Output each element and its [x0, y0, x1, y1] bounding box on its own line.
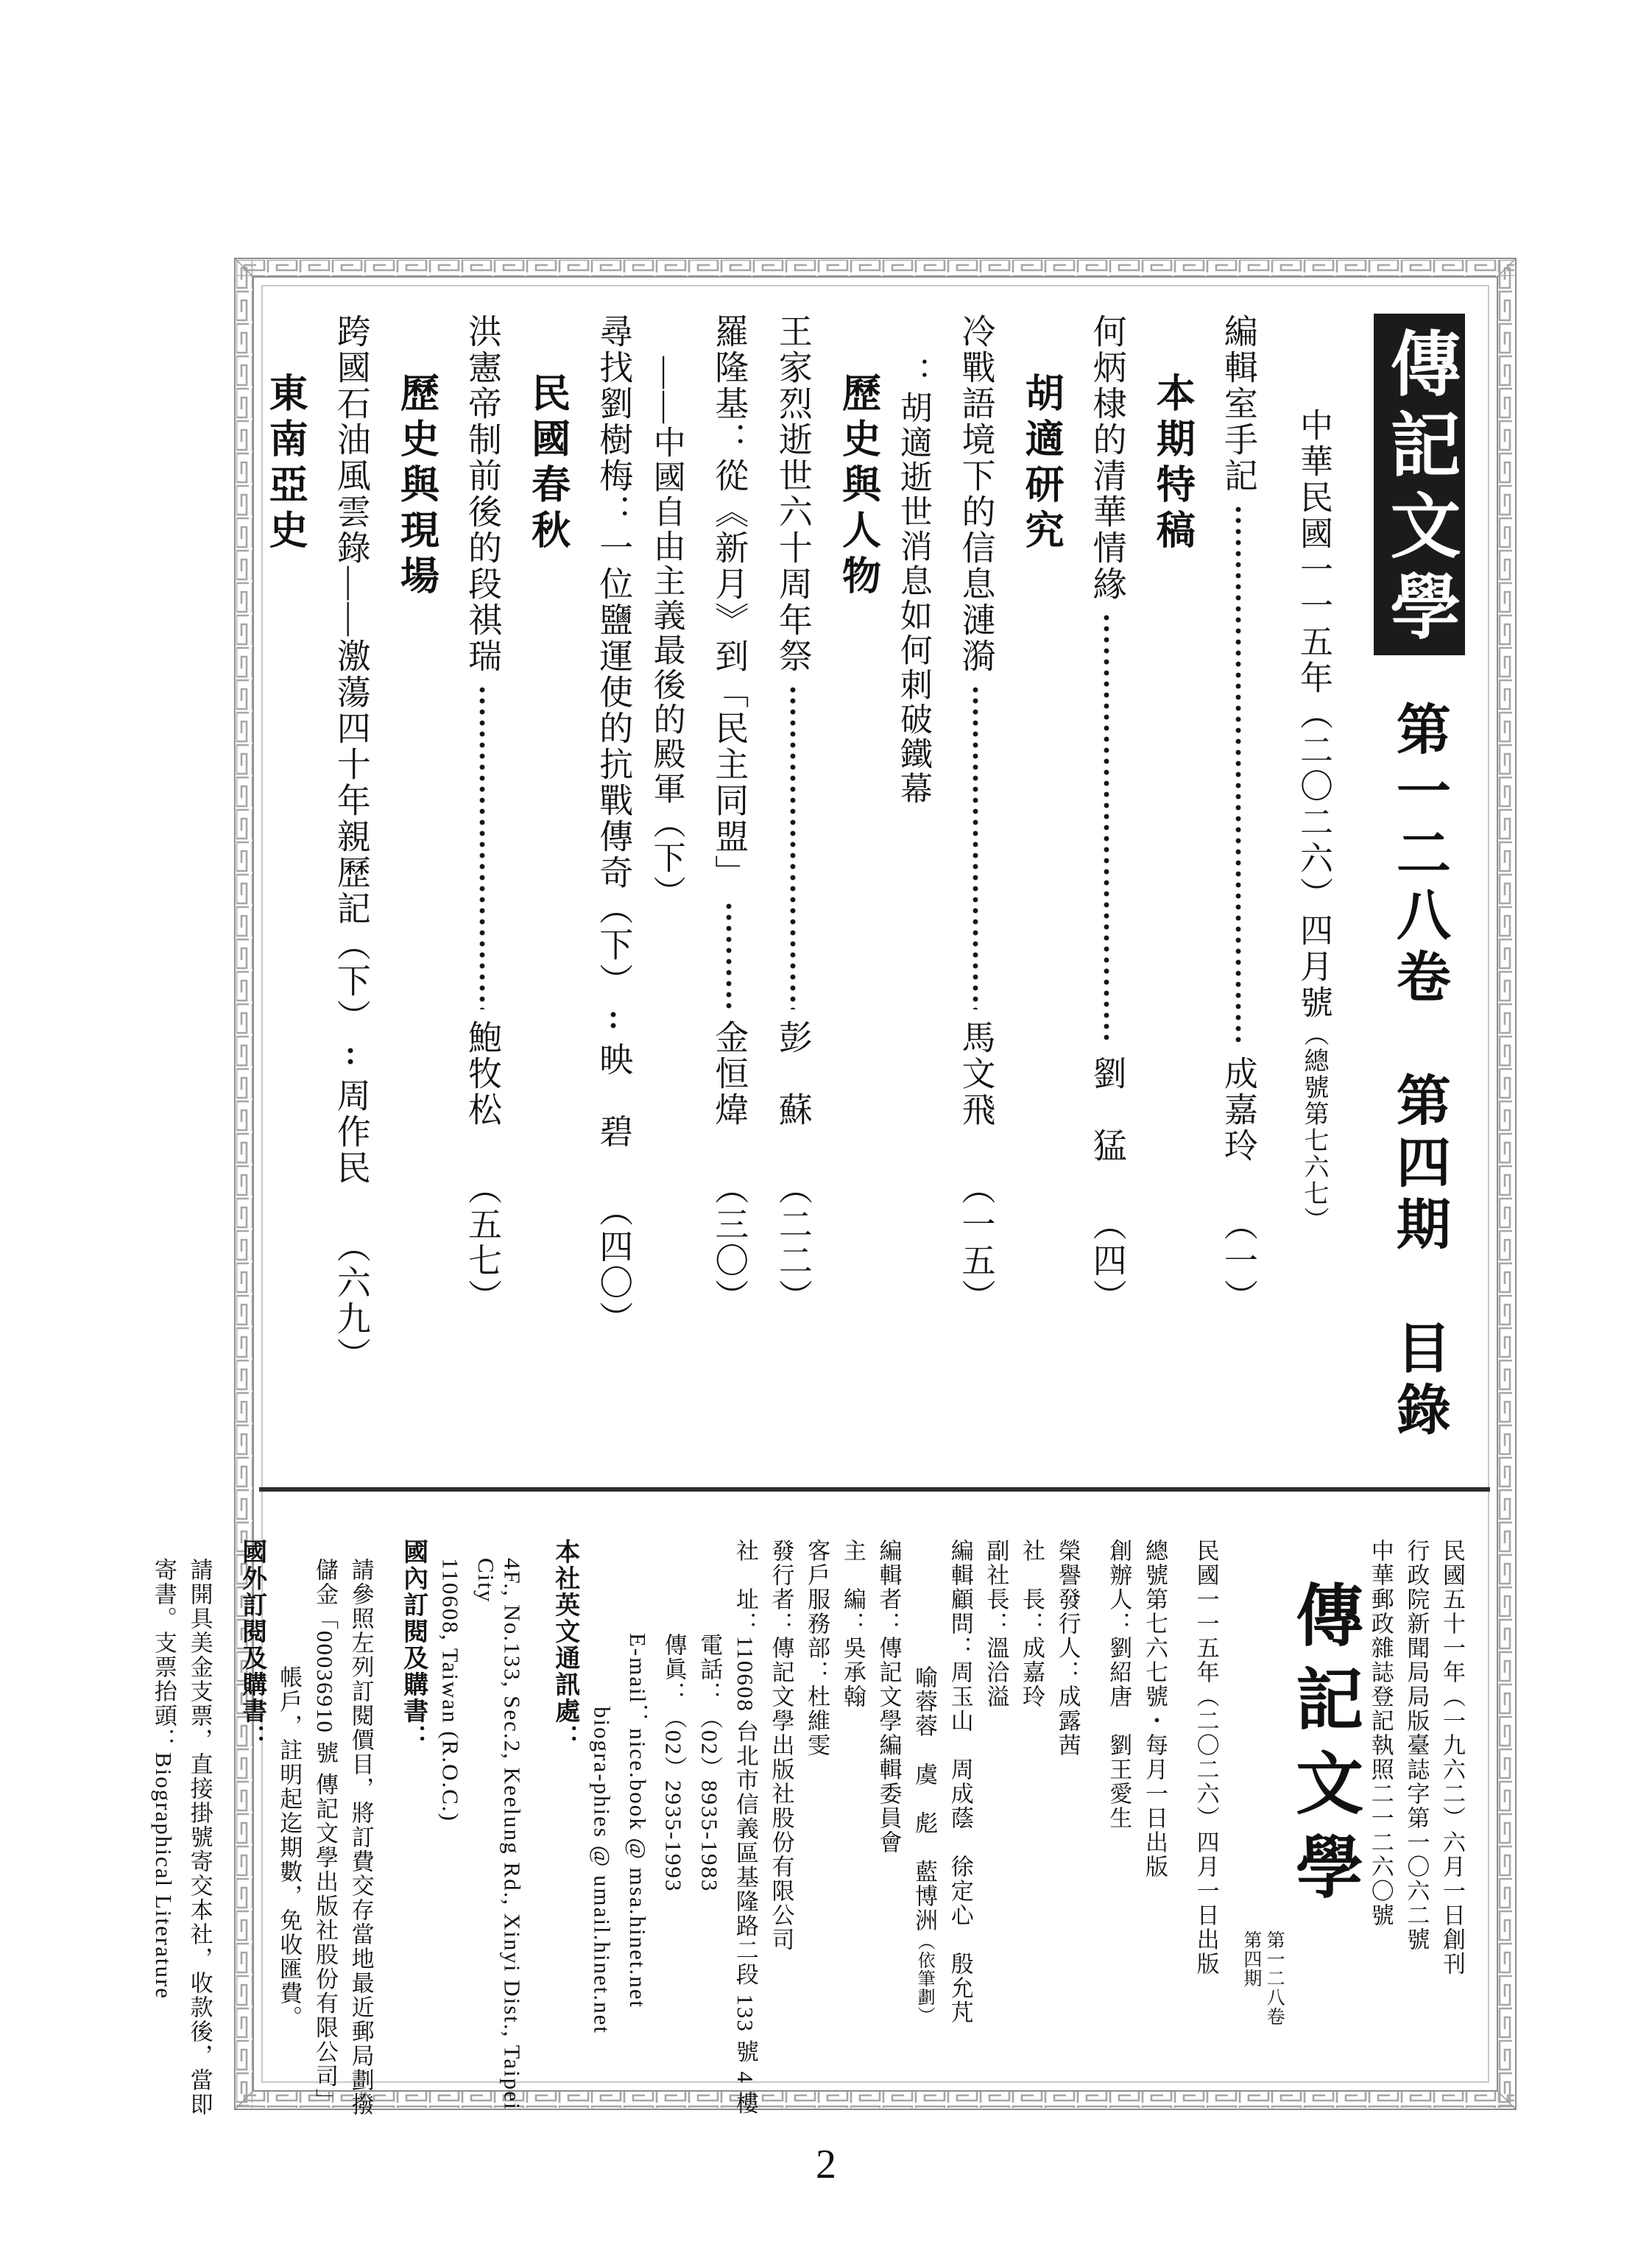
toc-entry: [1219, 314, 1257, 1315]
article-page-number: （六九）: [332, 1229, 370, 1373]
toc-entry: [774, 314, 811, 1315]
overseas-subscription-line-2: 寄書。支票抬頭：Biographical Literature: [150, 1558, 177, 2000]
article-subtitle: ——中國自由主義最後的殿軍（下）: [648, 356, 685, 910]
magazine-title-block: [1374, 314, 1465, 655]
dotted-leader: [479, 685, 485, 1009]
advisors-line-2: [911, 1665, 937, 2025]
section-header-label: 本期特稿: [1151, 373, 1195, 555]
english-office-label: 本社英文通訊處：: [551, 1539, 579, 1751]
section-header-label: 歷史與人物: [836, 373, 880, 601]
honorary-publisher-line: 榮譽發行人：成露茜: [1054, 1539, 1081, 1757]
article-title: 王家烈逝世六十周年祭: [774, 314, 812, 674]
colophon-brand-issue: 第四期: [1240, 1930, 1261, 1988]
email-line-2: biogra-phies @ umail.hinet.net: [589, 1707, 615, 2034]
colophon-brand-volume: [1240, 1930, 1286, 2026]
section-divider-rule: [259, 1487, 1490, 1492]
article-title: 洪憲帝制前後的段祺瑞: [464, 314, 501, 674]
dotted-leader: [973, 685, 978, 1009]
article-author: 金恒煒: [710, 1020, 749, 1128]
article-author: 馬文飛: [957, 1020, 995, 1128]
article-subtitle: ：胡適逝世消息如何刺破鐵幕: [894, 356, 931, 806]
article-title: 冷戰語境下的信息漣漪: [957, 314, 995, 674]
postal-license-line: 中華郵政雜誌登記執照二一二六〇號: [1367, 1539, 1394, 1927]
domestic-subscription-line-2: 儲金「00036910 號 傳記文學出版社股份有限公司」: [311, 1558, 338, 2113]
founder-line: 創辦人：劉紹唐 劉王愛生: [1106, 1539, 1132, 1830]
section-header-label: 胡適研究: [1020, 373, 1064, 555]
article-author: 劉 猛: [1088, 1056, 1126, 1164]
article-page-number: （一五）: [957, 1171, 995, 1315]
colophon-area: [150, 1539, 1465, 2128]
article-title: 何炳棣的清華情緣: [1088, 314, 1126, 602]
article-title: 跨國石油風雲錄——激蕩四十年親歷記（下）: [332, 314, 370, 1035]
dotted-leader: [347, 1045, 353, 1068]
section-header: [1020, 373, 1062, 555]
gio-license-line: 行政院新聞局局版臺誌字第一〇六二號: [1403, 1539, 1430, 1952]
toc-entry: [463, 314, 501, 1315]
section-header-label: 歷史與現場: [395, 373, 439, 601]
toc-area: [264, 314, 1465, 1470]
phone-line: 電話：（02）8935-1983: [696, 1633, 723, 1893]
customer-service-line: 客戶服務部：杜維雯: [804, 1539, 830, 1757]
article-author: 成嘉玲: [1219, 1056, 1257, 1164]
email-line-1: E-mail：nice.book @ msa.hinet.net: [624, 1633, 651, 2009]
section-header-label: 民國春秋: [526, 373, 570, 555]
article-page-number: （四〇）: [595, 1193, 633, 1337]
section-header: [838, 373, 879, 601]
dotted-leader: [1235, 504, 1241, 1045]
article-author: 周作民: [332, 1078, 370, 1186]
publisher-line: 發行者：傳記文學出版社股份有限公司: [768, 1539, 794, 1952]
english-address-line-2: 110608, Taiwan (R.O.C.): [437, 1558, 464, 1822]
masthead-column: [1374, 314, 1465, 1443]
issue-date: 中華民國一一五年（二〇二六）四月號: [1295, 408, 1332, 1021]
issue-number-note: （總號第七六七）: [1300, 1021, 1327, 1233]
article-page-number: （三〇）: [710, 1171, 749, 1315]
page-number: 2: [816, 2142, 836, 2187]
section-header: [265, 373, 306, 555]
dotted-leader: [726, 901, 732, 1009]
article-page-number: （四）: [1088, 1207, 1126, 1315]
section-header: [1152, 373, 1193, 555]
dotted-leader: [1104, 613, 1109, 1045]
chief-editor-line: 主 編：吳承翰: [839, 1539, 866, 1709]
advisors-note: （依筆劃）: [914, 1933, 934, 2025]
section-header: [396, 373, 437, 601]
article-title: 尋找劉樹梅：一位鹽運使的抗戰傳奇（下）: [595, 314, 633, 999]
article-page-number: （一）: [1219, 1207, 1257, 1315]
article-author: 彭 蘇: [774, 1020, 812, 1128]
colophon-brand-block: [1240, 1539, 1362, 2026]
issue-date-column: [1293, 408, 1332, 1233]
dotted-leader: [610, 1009, 616, 1031]
vice-president-line: 副社長：溫洽溢: [983, 1539, 1009, 1709]
colophon-brand-title: 傳記文學: [1286, 1580, 1362, 1916]
section-header-label: 東南亞史: [264, 373, 308, 555]
toc-entry: [710, 314, 748, 1315]
magazine-title: 傳記文學: [1380, 327, 1459, 651]
article-page-number: （五七）: [464, 1171, 501, 1315]
article-author: 映 碧: [595, 1042, 633, 1150]
toc-entry: [595, 314, 633, 1337]
domestic-subscription-line-3: 帳戶，註明起迄期數，免收匯費。: [276, 1665, 303, 2030]
article-title: 羅隆基：從《新月》到「民主同盟」: [710, 314, 749, 891]
toc-entry: [332, 314, 370, 1373]
article-author: 鮑牧松: [464, 1020, 501, 1128]
domestic-subscription-line-1: 請參照左列訂閱價目，將訂費交存當地最近郵局劃撥: [347, 1558, 374, 2117]
toc-entry: [1088, 314, 1126, 1315]
editor-org-line: 編輯者：傳記文學編輯委員會: [875, 1539, 902, 1855]
publication-cycle-line: 總號第七六七號・每月一日出版: [1141, 1539, 1168, 1879]
fax-line: 傳眞：（02）2935-1993: [660, 1633, 687, 1893]
article-title: 編輯室手記: [1219, 314, 1257, 494]
colophon-brand-vol: 第一二八卷: [1264, 1930, 1285, 2026]
volume-issue-line: 第一二八卷 第四期 目錄: [1388, 701, 1450, 1443]
advisors-line-1: 編輯顧問：周玉山 周成蔭 徐定心 殷允芃: [947, 1539, 973, 2025]
overseas-subscription-label: 國外訂閱及購書：: [238, 1539, 266, 1751]
dotted-leader: [790, 685, 796, 1009]
domestic-subscription-label: 國內訂閱及購書：: [399, 1539, 427, 1751]
article-page-number: （二二）: [774, 1171, 812, 1315]
publication-date-line: 民國一一五年（二〇二六）四月一日出版: [1193, 1539, 1219, 1976]
founding-date-line: 民國五十一年（一九六二）六月一日創刊: [1439, 1539, 1465, 1976]
address-line: 社 址：110608 台北市信義區基隆路二段 133 號 4 樓: [732, 1539, 758, 2116]
english-address-line-1: 4F., No.133, Sec.2, Keelung Rd., Xinyi Dist., Taipei City: [473, 1558, 526, 2111]
overseas-subscription-line-1: 請開具美金支票，直接掛號寄交本社，收款後，當即: [186, 1558, 213, 2117]
toc-entry: [957, 314, 995, 1315]
advisors-names: 喻蓉蓉 虞 彪 藍博洲: [911, 1665, 938, 1933]
president-line: 社 長：成嘉玲: [1019, 1539, 1045, 1709]
section-header: [527, 373, 568, 555]
